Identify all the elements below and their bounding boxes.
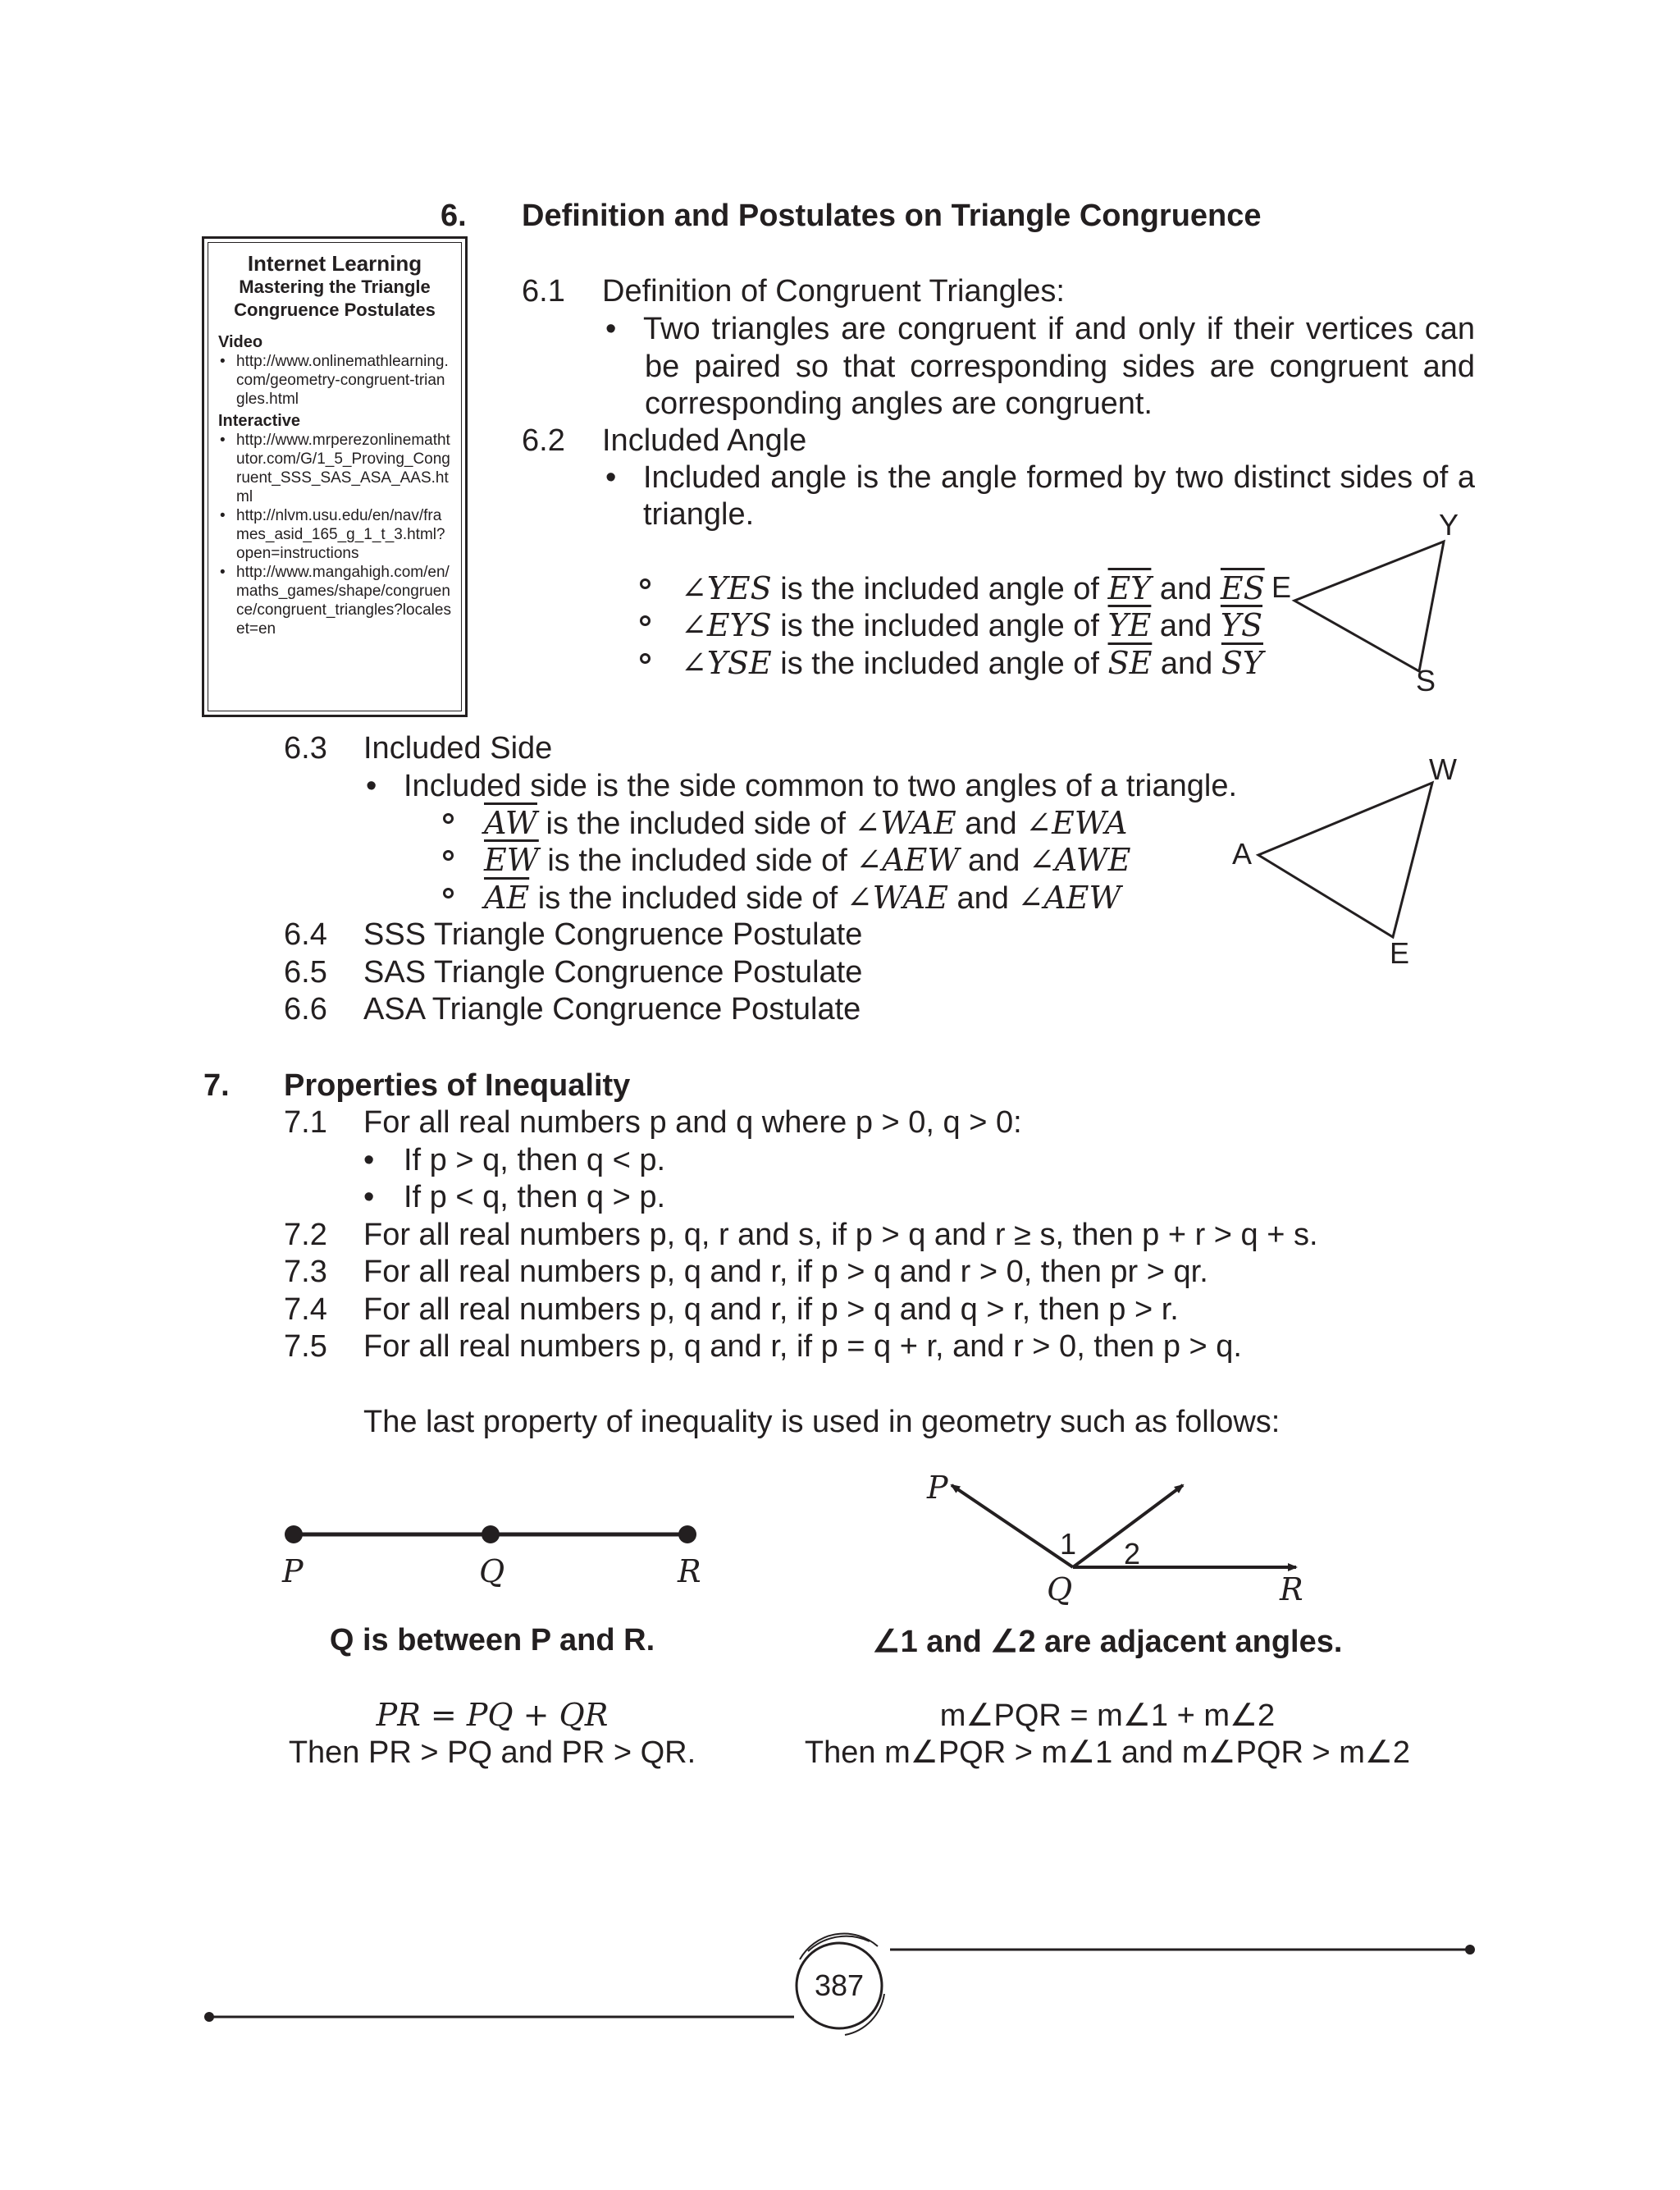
figure-right-eq1: m∠PQR = m∠1 + m∠2 xyxy=(939,1699,1276,1733)
sidebar-title: Internet Learning xyxy=(247,251,422,276)
sidebar-video-link[interactable]: • http://www.onlinemathlearning.com/geometry-congruent-triangles.html xyxy=(218,352,451,409)
ray-label-r: R xyxy=(1280,1571,1303,1607)
s63-number: 6.3 xyxy=(284,731,327,766)
figure-left-eq1: PR = PQ + QR xyxy=(376,1697,609,1733)
bullet-icon: • xyxy=(605,312,617,346)
s73-number: 7.3 xyxy=(284,1255,327,1289)
s66-number: 6.6 xyxy=(284,992,327,1026)
section6-title: Definition and Postulates on Triangle Congruence xyxy=(522,199,1262,233)
section7-number: 7. xyxy=(203,1068,230,1103)
s72-number: 7.2 xyxy=(284,1218,327,1252)
vertex-label-w: W xyxy=(1429,752,1457,786)
page-number: 387 xyxy=(814,1968,865,2002)
s63-item-3: $\overline{AE}$ is the included side of ∠WAE and ∠AEW xyxy=(484,880,1121,916)
s74-number: 7.4 xyxy=(284,1292,327,1327)
s62-title: Included Angle xyxy=(602,423,807,458)
s62-item-2: ∠EYS is the included angle of $\overline{YE}$ and $\overline{YS}$ xyxy=(681,607,1263,643)
angle-label-1: 1 xyxy=(1060,1527,1077,1561)
circle-bullet-icon xyxy=(640,578,651,593)
s72-text: For all real numbers p, q, r and s, if p > q and r ≥ s, then p + r > q + s. xyxy=(363,1218,1318,1252)
vertex-label-e: E xyxy=(1271,570,1292,604)
triangle-eys-diagram xyxy=(1255,501,1501,706)
figure-left-eq2: Then PR > PQ and PR > QR. xyxy=(288,1735,696,1770)
sidebar-video-heading: Video xyxy=(218,333,263,351)
s62-bullet-line1: Included angle is the angle formed by two distinct sides of a xyxy=(643,460,1475,495)
s75-number: 7.5 xyxy=(284,1329,327,1364)
bullet-icon: • xyxy=(366,769,377,803)
vertex-label-q: Q xyxy=(1047,1571,1073,1607)
s65-number: 6.5 xyxy=(284,955,327,990)
vertex-label-s: S xyxy=(1416,664,1436,697)
sidebar-interactive-link-2[interactable]: • http://nlvm.usu.edu/en/nav/frames_asid_165_g_1_t_3.html?open=instructions xyxy=(218,506,451,563)
section7-note: The last property of inequality is used in geometry such as follows: xyxy=(363,1405,1281,1439)
s64-title: SSS Triangle Congruence Postulate xyxy=(363,917,863,952)
s74-text: For all real numbers p, q and r, if p > q and q > r, then p > r. xyxy=(363,1292,1179,1327)
triangle-awe-diagram xyxy=(1222,747,1485,976)
angle-label-2: 2 xyxy=(1124,1537,1141,1570)
s63-title: Included Side xyxy=(363,731,553,766)
s61-title: Definition of Congruent Triangles: xyxy=(602,274,1065,309)
vertex-label-e: E xyxy=(1390,936,1410,970)
s64-number: 6.4 xyxy=(284,917,327,952)
s61-bullet-line1: Two triangles are congruent if and only if their vertices can xyxy=(643,312,1475,346)
s71-number: 7.1 xyxy=(284,1105,327,1140)
s63-item-1: $\overline{AW}$ is the included side of ∠WAE and ∠EWA xyxy=(484,805,1128,841)
point-label-r: R xyxy=(678,1553,701,1589)
section7-title: Properties of Inequality xyxy=(284,1068,631,1103)
circle-bullet-icon xyxy=(640,653,651,668)
figure-left-caption: Q is between P and R. xyxy=(329,1623,655,1657)
sidebar-interactive-link-1[interactable]: • http://www.mrperezonlinemathtutor.com/G/1_5_Proving_Congruent_SSS_SAS_ASA_AAS.html xyxy=(218,431,451,506)
s75-text: For all real numbers p, q and r, if p = q + r, and r > 0, then p > q. xyxy=(363,1329,1242,1364)
s62-item-3: ∠YSE is the included angle of $\overline{SE}$ and $\overline{SY}$ xyxy=(681,645,1263,681)
s71-text: For all real numbers p and q where p > 0, q > 0: xyxy=(363,1105,1022,1140)
bullet-icon: • xyxy=(363,1143,375,1177)
section6-number: 6. xyxy=(441,199,467,233)
point-label-p: P xyxy=(282,1553,304,1589)
point-label-q: Q xyxy=(479,1553,505,1589)
figure-right-eq2: Then m∠PQR > m∠1 and m∠PQR > m∠2 xyxy=(804,1735,1411,1770)
circle-bullet-icon xyxy=(640,615,651,630)
sidebar-interactive-link-3[interactable]: • http://www.mangahigh.com/en/maths_games/shape/congruence/congruent_triangles?localeset=en xyxy=(218,563,451,638)
s62-bullet-line2: triangle. xyxy=(643,497,755,532)
s62-number: 6.2 xyxy=(522,423,565,458)
s71-bullet-1: If p > q, then q < p. xyxy=(404,1143,666,1177)
internet-learning-box xyxy=(202,236,468,717)
s62-item-1: ∠YES is the included angle of $\overline{EY}$ and $\overline{ES}$ xyxy=(681,570,1265,606)
s61-bullet-line3: corresponding angles are congruent. xyxy=(645,386,1153,421)
segment-pqr-diagram xyxy=(271,1510,714,1592)
s66-title: ASA Triangle Congruence Postulate xyxy=(363,992,861,1026)
circle-bullet-icon xyxy=(443,813,454,828)
ray-label-p: P xyxy=(927,1470,948,1506)
s61-bullet-line2: be paired so that corresponding sides are congruent and xyxy=(645,350,1475,384)
sidebar-interactive-heading: Interactive xyxy=(218,412,301,430)
bullet-icon: • xyxy=(363,1180,375,1214)
figure-right-caption: ∠1 and ∠2 are adjacent angles. xyxy=(872,1625,1343,1659)
circle-bullet-icon xyxy=(443,850,454,865)
s61-number: 6.1 xyxy=(522,274,565,309)
s63-bullet: Included side is the side common to two angles of a triangle. xyxy=(404,769,1238,803)
s65-title: SAS Triangle Congruence Postulate xyxy=(363,955,863,990)
vertex-label-a: A xyxy=(1232,837,1253,871)
s71-bullet-2: If p < q, then q > p. xyxy=(404,1180,666,1214)
s73-text: For all real numbers p, q and r, if p > q and r > 0, then pr > qr. xyxy=(363,1255,1208,1289)
vertex-label-y: Y xyxy=(1439,508,1459,542)
circle-bullet-icon xyxy=(443,888,454,903)
s63-item-2: $\overline{EW}$ is the included side of ∠AEW and ∠AWE xyxy=(484,842,1131,878)
sidebar-subtitle: Mastering the Triangle Congruence Postulates xyxy=(234,277,436,320)
bullet-icon: • xyxy=(605,460,617,495)
adjacent-angles-diagram xyxy=(919,1469,1345,1616)
